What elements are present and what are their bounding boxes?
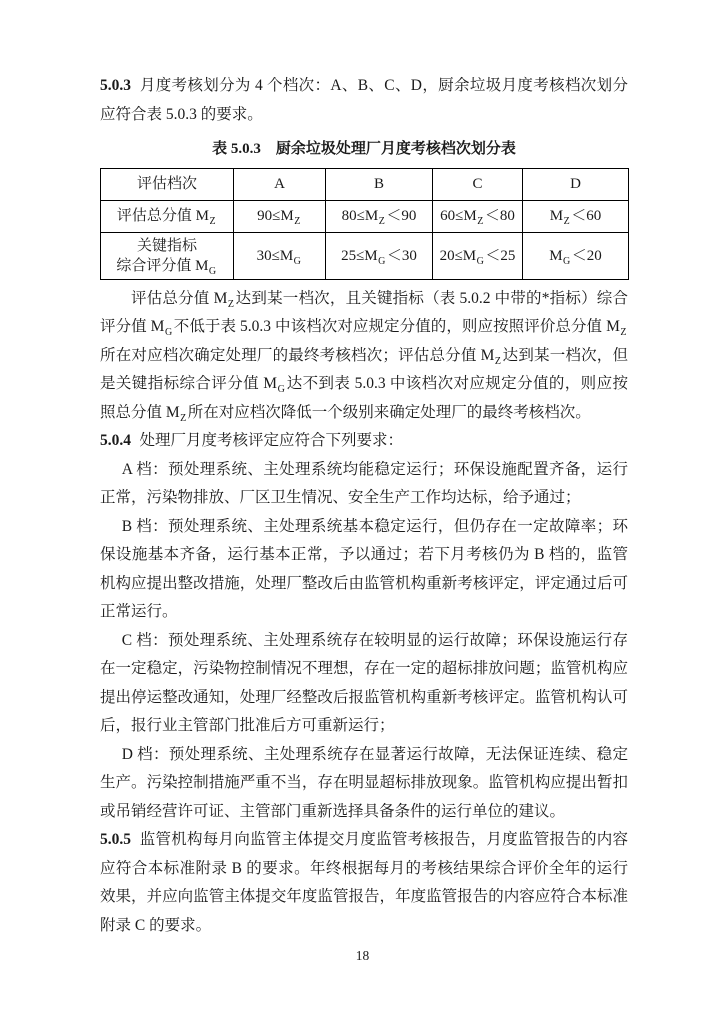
- cell-key-score-d: $M_G <20$: [523, 232, 629, 279]
- page-number: 18: [355, 948, 370, 963]
- table-header-grade-label: 评估档次: [101, 168, 234, 200]
- paragraph-5-0-3: [100, 72, 628, 129]
- section-number-5-0-4: 5.0.4: [100, 432, 131, 449]
- table-header-grade-d: D: [523, 168, 629, 200]
- section-5-0-3-text: 月度考核划分为 4 个档次：A、B、C、D，厨余垃圾月度考核档次划分应符合表 5.0.3 的要求。: [100, 77, 628, 123]
- table-caption: 表 5.0.3 厨余垃圾处理厂月度考核档次划分表: [212, 141, 516, 157]
- paragraph-grade-a: A 档：预处理系统、主处理系统均能稳定运行；环保设施配置齐备，运行正常，污染物排放、厂区卫生情况、安全生产工作均达标，给予通过；: [100, 460, 628, 506]
- assessment-grade-table: [100, 168, 629, 280]
- section-5-0-4-text: 处理厂月度考核评定应符合下列要求：: [139, 432, 404, 449]
- row-label-total-score: 评估总分值 $M_Z$: [101, 200, 234, 232]
- cell-key-score-a: $30\le M_G$: [234, 232, 326, 279]
- paragraph-grade-d: D 档：预处理系统、主处理系统存在显著运行故障，无法保证连续、稳定生产。污染控制措施严重不当，存在明显超标排放现象。监管机构应提出暂扣或吊销经营许可证、主管部门重新选择具备条件的运行单位的建议。: [100, 745, 628, 820]
- paragraph-grade-c: C 档：预处理系统、主处理系统存在较明显的运行故障；环保设施运行存在一定稳定，污染物控制情况不理想，存在一定的超标排放问题；监管机构应提出停运整改通知，处理厂经整改后报监管机构重新考核评定。监管机构认可后，报行业主管部门批准后方可重新运行；: [100, 631, 628, 734]
- section-5-0-5-text: 监管机构每月向监管主体提交月度监管考核报告，月度监管报告的内容应符合本标准附录 B 的要求。年终根据每月的考核结果综合评价全年的运行效果，并应向监管主体提交年度监管报告，年度监管报告的内容应符合本标准附录 C 的要求。: [100, 831, 628, 934]
- section-number-5-0-5: 5.0.5: [100, 831, 131, 848]
- cell-key-score-b: $25\le M_G <30$: [326, 232, 433, 279]
- cell-total-score-a: $90\le M_Z$: [234, 200, 326, 232]
- paragraph-5-0-4: [100, 427, 628, 456]
- cell-total-score-b: $80\le M_Z <90$: [326, 200, 433, 232]
- cell-total-score-d: $M_Z <60$: [523, 200, 629, 232]
- paragraph-grade-b: B 档：预处理系统、主处理系统基本稳定运行，但仍存在一定故障率；环保设施基本齐备，运行基本正常，予以通过；若下月考核仍为 B 档的，监管机构应提出整改措施，处理厂整改后由监管机构重新考核评定，评定通过后可正常运行。: [100, 517, 628, 620]
- table-header-grade-c: C: [433, 168, 523, 200]
- paragraph-5-0-5: [100, 826, 628, 940]
- table-header-grade-b: B: [326, 168, 433, 200]
- row-label-key-indicator-score: 关键指标 综合评分值 $M_G$: [101, 232, 234, 279]
- cell-total-score-c: $60\le M_Z <80$: [433, 200, 523, 232]
- section-number-5-0-3: 5.0.3: [100, 77, 131, 94]
- paragraph-grading-criteria: 评估总分值 $M_Z$达到某一档次，且关键指标（表 5.0.2 中带的*指标）综合评分值 $M_G$不低于表 5.0.3 中该档次对应规定分值的，则应按照评价总分值 $M_Z$所在对应档次确定处理厂的最终考核档次；评估总分值 $M_Z$达到某一档次，但是关键指标综合评分值 $M_G$达不到表 5.0.3 中该档次对应规定分值的，则应按照总分值 $M_Z$所在对应档次降低一个级别来确定处理厂的最终考核档次。: [100, 289, 628, 424]
- table-row-key-indicator-score: [101, 232, 629, 279]
- table-row-total-score: [101, 200, 629, 232]
- table-header-grade-a: A: [234, 168, 326, 200]
- table-header-row: [101, 168, 629, 200]
- cell-key-score-c: $20\le M_G <25$: [433, 232, 523, 279]
